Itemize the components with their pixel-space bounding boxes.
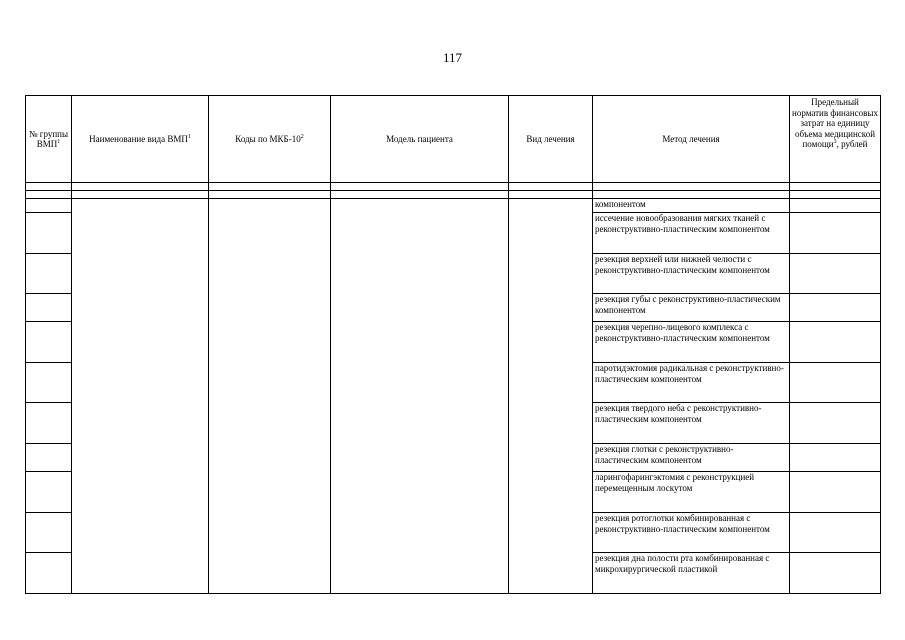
method-cell: компонентом [593, 199, 790, 213]
method-cell: паротидэктомия радикальная с реконструктивно-пластическим компонентом [593, 363, 790, 403]
header-group-no: № группы ВМП$^1$ [26, 96, 72, 183]
vmp-table [25, 95, 881, 594]
page-number: 117 [442, 50, 463, 65]
method-cell: резекция глотки с реконструктивно-пластическим компонентом [593, 444, 790, 472]
header-vmp-name: Наименование вида ВМП$^1$ [72, 96, 209, 183]
method-cell: резекция ротоглотки комбинированная с реконструктивно-пластическим компонентом [593, 513, 790, 553]
header-icd-codes: Коды по МКБ-$10^2$ [209, 96, 331, 183]
column-number-row [26, 183, 881, 191]
method-cell: резекция губы с реконструктивно-пластическим компонентом [593, 294, 790, 322]
header-cost-norm: Предельный норматив финансовых затрат на единицу объема медицинской помощи$^3$, рублей [790, 96, 881, 183]
table-row [26, 199, 881, 213]
method-cell: резекция верхней или нижней челюсти с реконструктивно-пластическим компонентом [593, 254, 790, 294]
method-cell: резекция твердого неба с реконструктивно-пластическим компонентом [593, 403, 790, 444]
method-cell: иссечение новообразования мягких тканей с реконструктивно-пластическим компонентом [593, 213, 790, 254]
header-row [26, 96, 881, 183]
header-patient-model: Модель пациента [331, 96, 509, 183]
method-cell: резекция черепно-лицевого комплекса с реконструктивно-пластическим компонентом [593, 322, 790, 363]
method-cell: ларингофарингэктомия с реконструкцией перемещенным лоскутом [593, 472, 790, 513]
method-cell: резекция дна полости рта комбинированная с микрохирургической пластикой [593, 553, 790, 594]
treatment-type-cell [509, 199, 593, 594]
spacer-row [26, 191, 881, 199]
header-treatment-method: Метод лечения [593, 96, 790, 183]
cost-cell [790, 199, 881, 213]
icd-codes-cell [209, 199, 331, 594]
vmp-name-cell [72, 199, 209, 594]
patient-model-cell [331, 199, 509, 594]
header-treatment-type: Вид лечения [509, 96, 593, 183]
